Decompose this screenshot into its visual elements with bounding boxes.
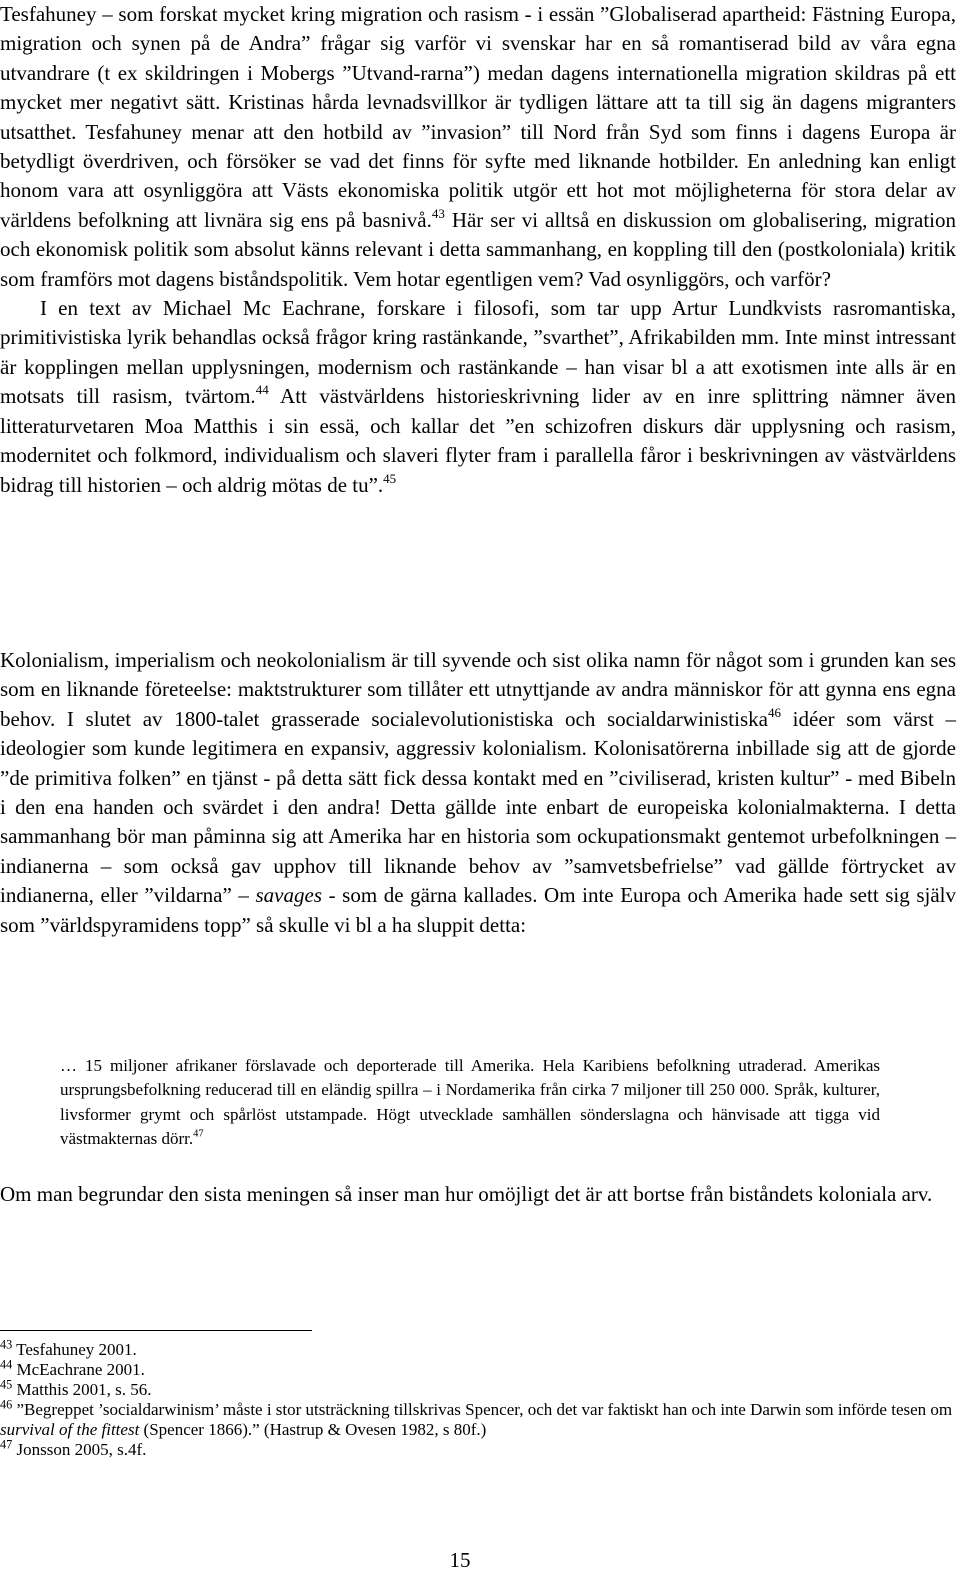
paragraph-tesfahuney xyxy=(0,0,956,294)
quote-text xyxy=(60,1054,880,1152)
footnote-ref: 46 xyxy=(767,704,781,720)
paragraph-text: Att västvärldens historieskrivning lider av en inre splittring nämner även litteraturvetaren Moa Matthis i sin essä, och kallar det ”en schizofren diskurs där upplysning och rasism, modernitet och folkmord, individualism och slaveri flyter fram i parallella fåror i beskrivningen av västvärldens bidrag till historien – och aldrig mötas de tu”. xyxy=(0,384,956,497)
footnote-ref: 47 xyxy=(193,1128,204,1140)
footnote xyxy=(0,1357,956,1380)
footnote-text: ”Begreppet ’socialdarwinism’ måste i stor utsträckning tillskrivas Spencer, och det var faktiskt han och inte Darwin som införde tesen om xyxy=(12,1400,953,1419)
paragraph-text: Kolonialism, imperialism och neokolonialism är till syvende och sist olika namn för något som i grunden kan ses som en liknande företeelse: maktstrukturer som tillåter ett utnyttjande av andra människor för att gynna ens egna behov. I slutet av 1800-talet grasserade socialevolutionistiska och socialdarwinistiska xyxy=(0,648,956,731)
footnote-text: (Spencer 1866).” (Hastrup & Ovesen 1982, s 80f.) xyxy=(139,1420,487,1439)
footnote-number: 47 xyxy=(0,1437,13,1452)
footnote-number: 46 xyxy=(0,1397,13,1412)
paragraph-text: idéer som värst – ideologier som kunde legitimera en expansiv, aggressiv kolonialism. Kolonisatörerna inbillade sig att de gjorde ”de primitiva folken” en tjänst - på detta sätt fick dessa kontakt med en ”civiliserad, kristen kultur” - med Bibeln i den ena handen och svärdet i den andra! Detta gällde inte enbart de europeiska kolonialmakterna. I detta sammanhang bör man påminna sig att Amerika har en historia som ockupationsmakt gentemot urbefolkningen – indianerna – som också gav upphov till liknande behov av ”samvetsbefrielse” vad gällde förtrycket av indianerna, eller ”vildarna” – xyxy=(0,706,956,908)
footnote-number: 43 xyxy=(0,1337,13,1352)
quote-body: … 15 miljoner afrikaner förslavade och deporterade till Amerika. Hela Karibiens befolkning utraderad. Amerikas ursprungsbefolkning reducerad till en eländig spillra – i Nordamerika från cirka 7 miljoner till 250 000. Språk, kulturer, livsformer grymt och spårlöst utstampade. Högt utvecklade samhällen sönderslagna och hänvisade att tigga vid västmakternas dörr. xyxy=(60,1056,880,1149)
paragraph-text: Tesfahuney – som forskat mycket kring migration och rasism - i essän ”Globaliserad apartheid: Fästning Europa, migration och synen på de Andra” frågar sig varför vi svenskar har en så romantiserad bild av våra egna utvandrare (t ex skildringen i Mobergs ”Utvand-rarna”) medan dagens internationella migration skildras på ett mycket mer negativt sätt. Kristinas hårda levnadsvillkor är tydligen lättare att ta till sig än dagens migranters utsatthet. Tesfahuney menar att den hotbild av ”invasion” till Nord från Syd som finns i dagens Europa är betydligt överdriven, och försöker se vad det finns för syfte med liknande hotbilder. En anledning kan enligt honom vara att osynliggöra att Västs ekonomiska politik utgör ett hot mot möjligheterna för stora delar av världens befolkning att livnära sig ens på basnivå. xyxy=(0,2,956,232)
footnote-number: 44 xyxy=(0,1357,13,1372)
footnote xyxy=(0,1337,956,1360)
page-number: 15 xyxy=(449,1548,471,1572)
footnote-number: 45 xyxy=(0,1377,13,1392)
footnote-ref: 43 xyxy=(431,205,445,221)
italic-term: savages xyxy=(255,883,322,908)
paragraph-mceachrane xyxy=(0,294,956,500)
footnote xyxy=(0,1397,956,1440)
main-text-block-1 xyxy=(0,0,956,500)
footnote-ref: 45 xyxy=(383,470,397,486)
block-quote xyxy=(60,1054,880,1152)
paragraph-text: I en text av Michael Mc Eachrane, forskare i filosofi, som tar upp Artur Lundkvists rasromantiska, primitivistiska lyrik behandlas också frågor kring rastänkande, ”svarthet”, Afrikabilden mm. Inte minst intressant är kopplingen mellan upplysningen, modernism och rastänkande – han visar bl a att exotismen inte alls är en motsats till rasism, tvärtom. xyxy=(0,296,956,409)
main-text-block-3 xyxy=(0,1180,956,1209)
paragraph-text: - som de gärna kallades. Om inte Europa och Amerika hade sett sig själv som ”världspyramidens topp” så skulle vi bl a ha sluppit detta: xyxy=(0,883,957,937)
paragraph-conclusion: Om man begrundar den sista meningen så inser man hur omöjligt det är att bortse från biståndets koloniala arv. xyxy=(0,1182,933,1206)
footnote xyxy=(0,1377,956,1400)
footnote-ref: 44 xyxy=(255,382,269,398)
footnote-text: Jonsson 2005, s.4f. xyxy=(12,1440,147,1459)
italic-term: survival of the fittest xyxy=(0,1420,140,1439)
footnote-text: Matthis 2001, s. 56. xyxy=(12,1380,152,1399)
paragraph-kolonialism xyxy=(0,646,956,940)
paragraph-text: Här ser vi alltså en diskussion om globalisering, migration och ekonomisk politik som absolut känns relevant i detta sammanhang, en koppling till den (postkoloniala) kritik som framförs mot dagens biståndspolitik. Vem hotar egentligen vem? Vad osynliggörs, och varför? xyxy=(0,207,956,291)
footnote xyxy=(0,1437,956,1460)
main-text-block-2 xyxy=(0,646,956,940)
footnote-separator xyxy=(0,1330,312,1331)
footnote-text: Tesfahuney 2001. xyxy=(12,1340,137,1359)
footnote-text: McEachrane 2001. xyxy=(12,1360,145,1379)
footnotes xyxy=(0,1337,956,1460)
